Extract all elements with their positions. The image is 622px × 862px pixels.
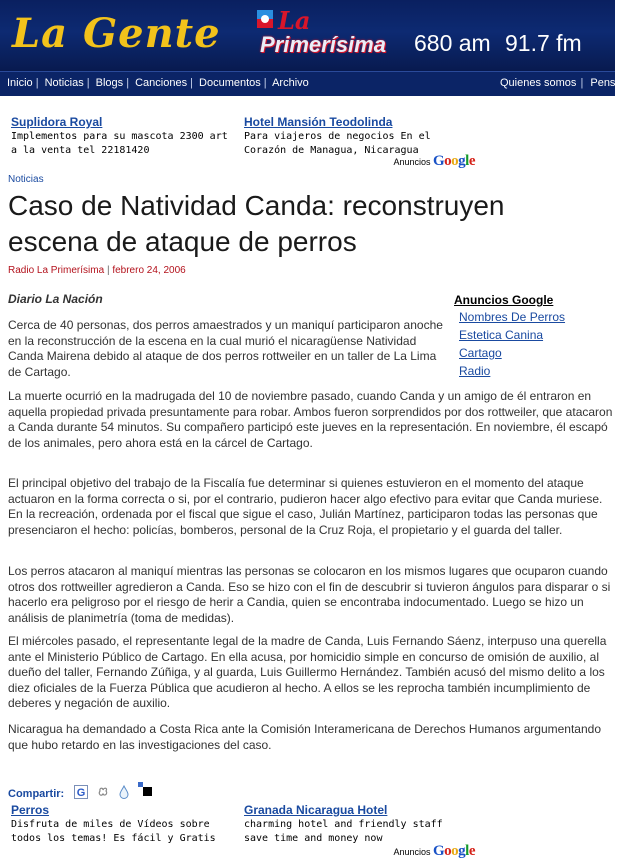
squares-icon[interactable] bbox=[138, 782, 152, 796]
am-frequency: 680 am bbox=[414, 30, 491, 56]
section-link[interactable]: Noticias bbox=[8, 174, 44, 185]
nav-item-blogs[interactable]: Blogs bbox=[95, 77, 124, 89]
sidebar-ad-link[interactable]: Estetica Canina bbox=[459, 328, 544, 342]
sidebar-ads bbox=[454, 292, 604, 380]
nav-item-noticias[interactable]: Noticias bbox=[44, 77, 84, 89]
byline bbox=[8, 265, 186, 276]
nav-right: Quienes somos | Pensa bbox=[500, 77, 622, 89]
byline-source: Radio La Primerísima bbox=[8, 265, 105, 276]
ad-title-link[interactable]: Hotel Mansión Teodolinda bbox=[244, 115, 393, 129]
site-header bbox=[0, 0, 615, 71]
site-logo[interactable]: La Gente bbox=[12, 10, 221, 57]
byline-separator: | bbox=[106, 265, 110, 276]
article-paragraph: Los perros atacaron al maniquí mientras las personas se colocaron en los mismos lugares que ocuparon cuando otros dos rottweiller agredieron a Canda. Eso se hizo con el fin de descubrir si tuvieron ángulos para disparar o si hacerlo era peligroso por el riesgo de herir a Candia, quien se encontraba indocumentado. Luego se hizo un análisis de planimetría (toma de medidas). bbox=[8, 564, 611, 625]
radio-logo-bottom: Primerísima bbox=[260, 32, 386, 57]
ad-title-link[interactable]: Granada Nicaragua Hotel bbox=[244, 803, 388, 817]
ad-perros bbox=[11, 802, 239, 846]
ad-text: Disfruta de miles de Vídeos sobre todos los temas! Es fácil y Gratis bbox=[11, 819, 216, 844]
nav-item-canciones[interactable]: Canciones bbox=[135, 77, 188, 89]
nav-item-inicio[interactable]: Inicio bbox=[7, 77, 33, 89]
delicious-icon[interactable] bbox=[96, 785, 110, 799]
radio-logo[interactable] bbox=[250, 6, 400, 62]
ad-hotel-mansion bbox=[244, 114, 472, 158]
ad-granada-hotel bbox=[244, 802, 472, 846]
flag-icon bbox=[254, 8, 276, 32]
bottom-ad-box bbox=[7, 800, 477, 862]
svg-text:G: G bbox=[76, 787, 86, 799]
fm-frequency: 91.7 fm bbox=[505, 30, 582, 56]
ads-label: Anuncios bbox=[393, 157, 431, 167]
top-ad-box bbox=[7, 112, 477, 172]
article-headline: Caso de Natividad Canda: reconstruyen escena de ataque de perros bbox=[8, 190, 505, 257]
nav-item-archivo[interactable]: Archivo bbox=[272, 77, 309, 89]
main-nav bbox=[0, 71, 622, 96]
share-label: Compartir: bbox=[8, 788, 65, 800]
article-paragraph: La muerte ocurrió en la madrugada del 10 de noviembre pasado, cuando Canda y un amigo de él entraron en aquella propiedad privada presuntamente para robar. Ambos fueron sorprendidos por dos rottweiler, que atacaron a Canda durante 54 minutos. Su compañero participó este jueves en la representación. En noviembre, él escapó de los animales, pero ahora está en la cárcel de Cartago. bbox=[8, 389, 613, 450]
ads-by-google[interactable] bbox=[393, 843, 475, 860]
nav-left: Inicio | Noticias | Blogs | Canciones | Documentos | Archivo bbox=[7, 77, 309, 89]
ad-title-link[interactable]: Suplidora Royal bbox=[11, 115, 103, 129]
nav-item-quienes-somos[interactable]: Quienes somos bbox=[500, 77, 577, 89]
sidebar-ad-link[interactable]: Radio bbox=[459, 364, 491, 378]
article-source: Diario La Nación bbox=[8, 292, 103, 306]
google-logo: Google bbox=[432, 153, 475, 169]
nav-item-documentos[interactable]: Documentos bbox=[199, 77, 261, 89]
sidebar-ad-link[interactable]: Nombres De Perros bbox=[459, 310, 566, 324]
article-paragraph: Nicaragua ha demandado a Costa Rica ante la Comisión Interamericana de Derechos Humanos argumentando que hubo retardo en las investigaciones del caso. bbox=[8, 722, 602, 752]
ad-text: charming hotel and friendly staff save time and money now bbox=[244, 819, 443, 844]
sidebar-ads-title[interactable]: Anuncios Google bbox=[454, 293, 554, 307]
sidebar-ad-link[interactable]: Cartago bbox=[459, 346, 502, 360]
ad-text: Implementos para su mascota 2300 art a la venta tel 22181420 bbox=[11, 131, 228, 156]
ad-suplidora bbox=[11, 114, 239, 158]
ad-title-link[interactable]: Perros bbox=[11, 803, 50, 817]
drop-icon[interactable] bbox=[117, 785, 131, 799]
radio-logo-top: La bbox=[278, 6, 311, 35]
nav-item-pensa[interactable]: Pensa bbox=[590, 77, 622, 89]
article-paragraph: El principal objetivo del trabajo de la Fiscalía fue determinar si quienes estuvieron en el momento del ataque actuaron en la forma correcta o si, por el contrario, pudieron hacer algo efectivo para evitar que Canda muriese. En la recreación, ordenada por el fiscal que sigue el caso, Julián Martínez, participaron todas las personas que presenciaron el hecho: policías, bomberos, personal de la Cruz Roja, el propietario y el guarda del taller. bbox=[8, 476, 603, 537]
google-icon[interactable] bbox=[74, 785, 88, 799]
article-paragraph: Cerca de 40 personas, dos perros amaestrados y un maniquí participaron anoche en la reconstrucción de la escena en la cual murió el nicaragüense Natividad Canda Mairena debido al ataque de dos perros rottweiler en un taller de La Lima de Cartago. bbox=[8, 318, 443, 379]
byline-date: febrero 24, 2006 bbox=[112, 265, 186, 276]
ads-by-google[interactable] bbox=[393, 153, 475, 170]
ad-text: Para viajeros de negocios En el Corazón de Managua, Nicaragua bbox=[244, 131, 431, 156]
article-paragraph: El miércoles pasado, el representante legal de la madre de Canda, Luis Fernando Sáenz, interpuso una querella ante el Ministerio Público de Cartago. En ella acusa, por homicidio simple en concurso de omisión de auxilio, al dueño del taller, Fernando Zúñiga, y al guarda, Luis Guillermo Hernández. También acusó del mismo delito a los diez oficiales de la Fuerza Pública que acudieron al hecho. A ellos se les reprocha también incumplimiento de deberes y negación de auxilio. bbox=[8, 634, 607, 710]
google-logo: Google bbox=[432, 843, 475, 859]
ads-label: Anuncios bbox=[393, 847, 431, 857]
